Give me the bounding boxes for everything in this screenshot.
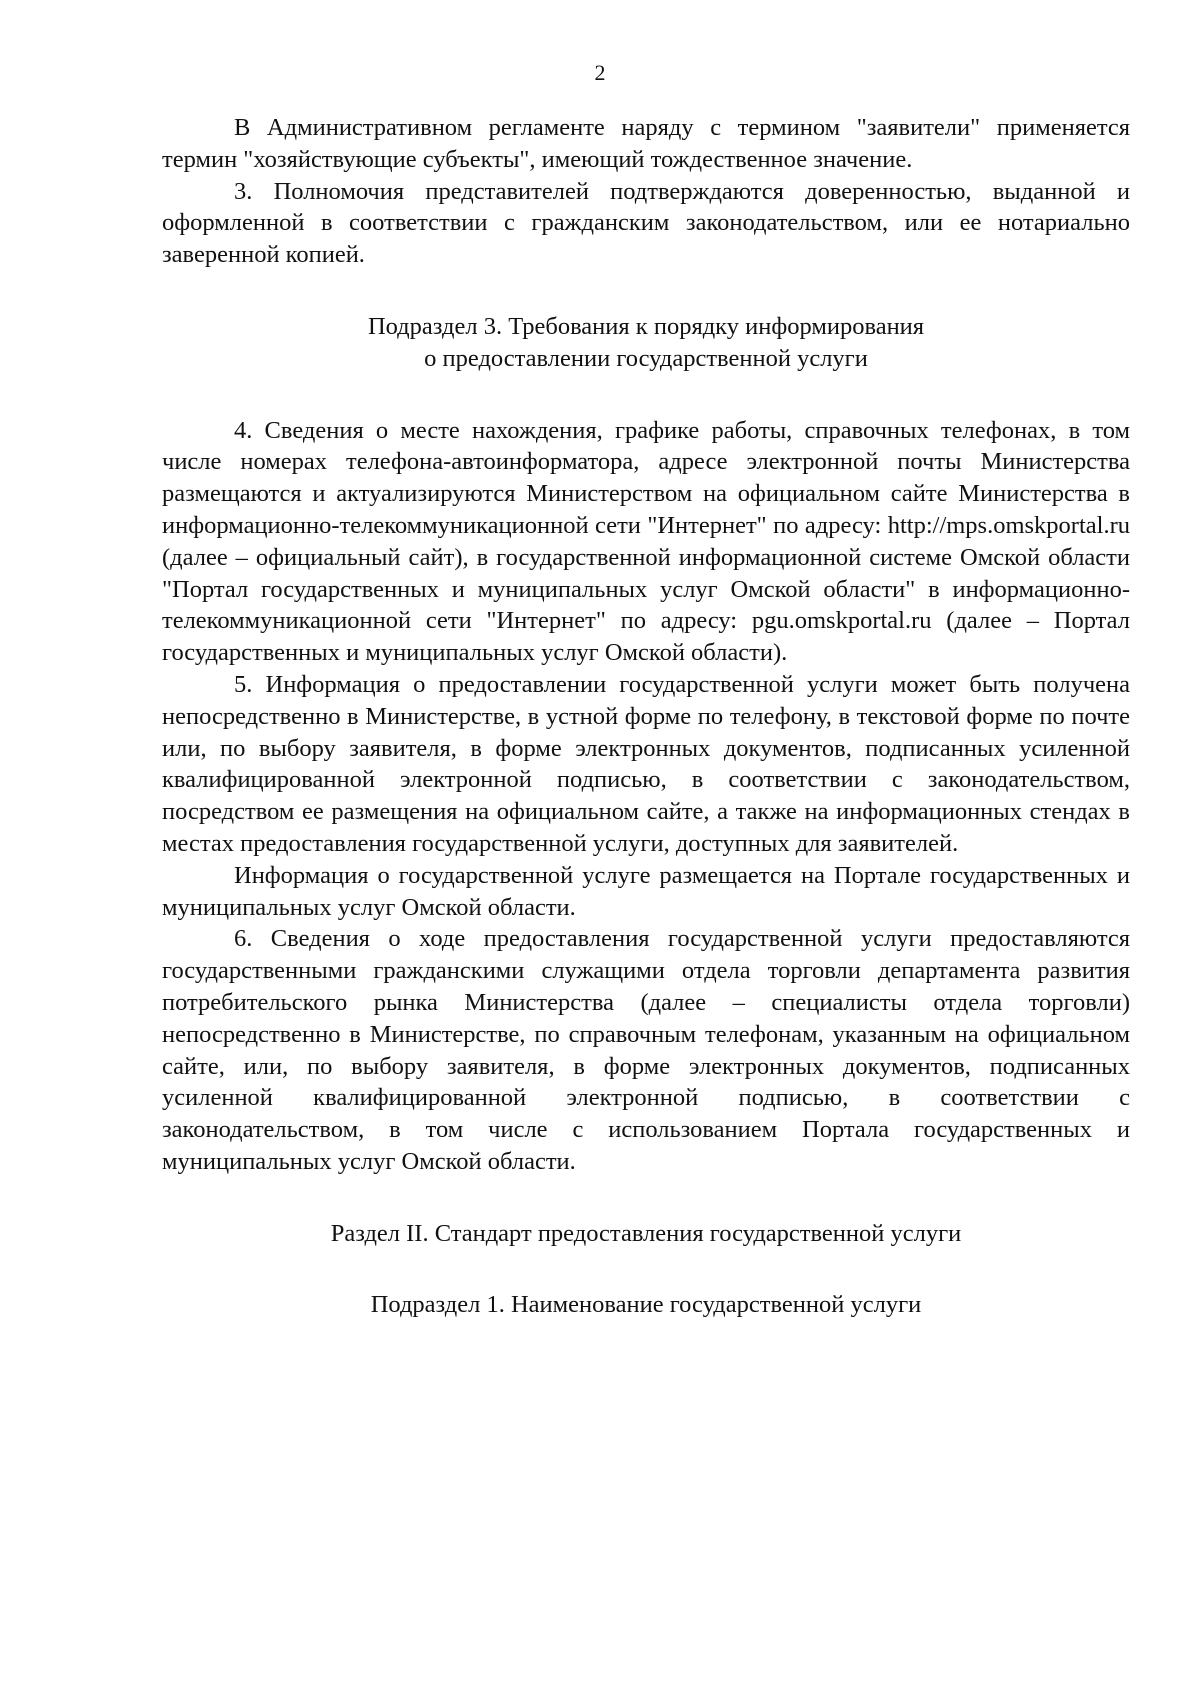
paragraph-4-contact-info: 4. Сведения о месте нахождения, графике работы, справочных телефонах, в том числе номерах телефона-автоинформатора, адресе электронной почты Министерства размещаются и актуализируются Министерством на официальном сайте Министерства в информационно-телекоммуникационной сети "Интернет" по адресу: http://mps.omskportal.ru (далее – официальный сайт), в государственной информационной системе Омской области "Портал государственных и муниципальных услуг Омской области" в информационно-телекоммуникационной сети "Интернет" по адресу: pgu.omskportal.ru (далее – Портал государственных и муниципальных услуг Омской области).	[162, 416, 1130, 667]
paragraph-5-information: 5. Информация о предоставлении государственной услуги может быть получена непосредственно в Министерстве, в устной форме по телефону, в текстовой форме по почте или, по выбору заявителя, в форме электронных документов, подписанных усиленной квалифицированной электронной подписью, в соответствии с законодательством, посредством ее размещения на официальном сайте, а также на информационных стендах в местах предоставления государственной услуги, доступных для заявителей.	[162, 670, 1130, 857]
paragraph-3-representatives: 3. Полномочия представителей подтверждаются доверенностью, выданной и оформленной в соответствии с гражданским законодательством, или ее нотариально заверенной копией.	[162, 177, 1130, 269]
paragraph-5-portal-info: Информация о государственной услуге размещается на Портале государственных и муниципальных услуг Омской области.	[162, 861, 1130, 921]
section-2-heading: Раздел II. Стандарт предоставления государственной услуги	[330, 1219, 962, 1247]
page-number: 2	[594, 60, 606, 85]
subsection-1-heading: Подраздел 1. Наименование государственной услуги	[370, 1290, 922, 1318]
subsection-3-heading-line-2: о предоставлении государственной услуги	[424, 344, 868, 372]
subsection-3-heading-line-1: Подраздел 3. Требования к порядку информирования	[367, 312, 925, 340]
document-body	[162, 112, 1130, 1320]
paragraph-6-progress-info: 6. Сведения о ходе предоставления государственной услуги предоставляются государственными гражданскими служащими отдела торговли департамента развития потребительского рынка Министерства (далее – специалисты отдела торговли) непосредственно в Министерстве, по справочным телефонам, указанным на официальном сайте, или, по выбору заявителя, в форме электронных документов, подписанных усиленной квалифицированной электронной подписью, в соответствии с законодательством, в том числе с использованием Портала государственных и муниципальных услуг Омской области.	[162, 925, 1130, 1175]
paragraph-applicants-term: В Административном регламенте наряду с термином "заявители" применяется термин "хозяйствующие субъекты", имеющий тождественное значение.	[162, 114, 1130, 173]
